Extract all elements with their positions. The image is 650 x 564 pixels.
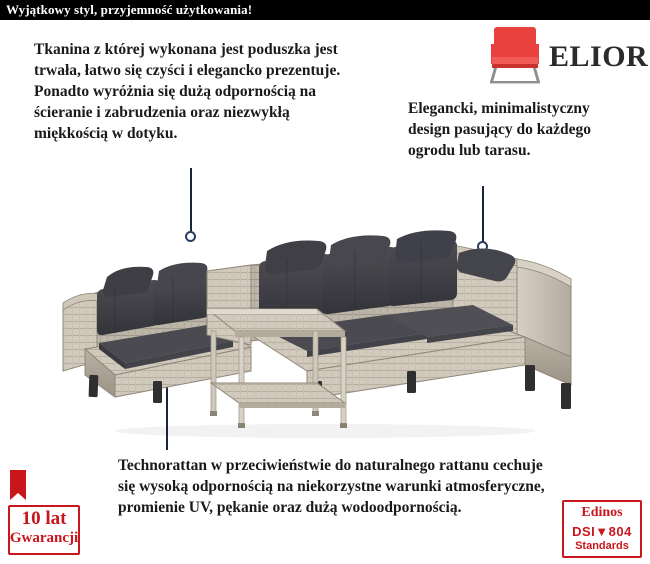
warranty-badge xyxy=(8,505,80,555)
product-image-rattan-corner-sofa-set xyxy=(55,185,595,440)
warranty-label: Gwarancji xyxy=(9,530,79,546)
brand-logo xyxy=(469,24,649,86)
armchair-icon xyxy=(487,24,543,84)
callout-text-design: Elegancki, minimalistyczny design pasujący do każdego ogrodu lub tarasu. xyxy=(408,100,592,159)
certificate-brand: Edinos xyxy=(581,505,623,520)
warranty-years: 10 lat xyxy=(21,508,67,529)
brand-name: ELIOR xyxy=(549,40,649,73)
certificate-code: DSI▼804 xyxy=(572,524,632,539)
certificate-badge xyxy=(562,500,642,558)
callout-text-fabric: Tkanina z której wykonana jest poduszka jest trwała, łatwo się czyści i elegancko prezentuje. Ponadto wyróżnia się dużą odpornością na ścieranie i zabrudzenia oraz niezwykłą miękkością w dotyku. xyxy=(34,41,341,142)
certificate-standards: Standards xyxy=(575,540,629,552)
top-banner: Wyjątkowy styl, przyjemność użytkowania! xyxy=(0,0,650,20)
callout-text-technorattan: Technorattan w przeciwieństwie do naturalnego rattanu cechuje się wysoką odpornością na niekorzystne warunki atmosferyczne, promienie UV, pękanie oraz dużą wodoodpornością. xyxy=(118,457,545,516)
red-ribbon-icon xyxy=(8,470,28,508)
